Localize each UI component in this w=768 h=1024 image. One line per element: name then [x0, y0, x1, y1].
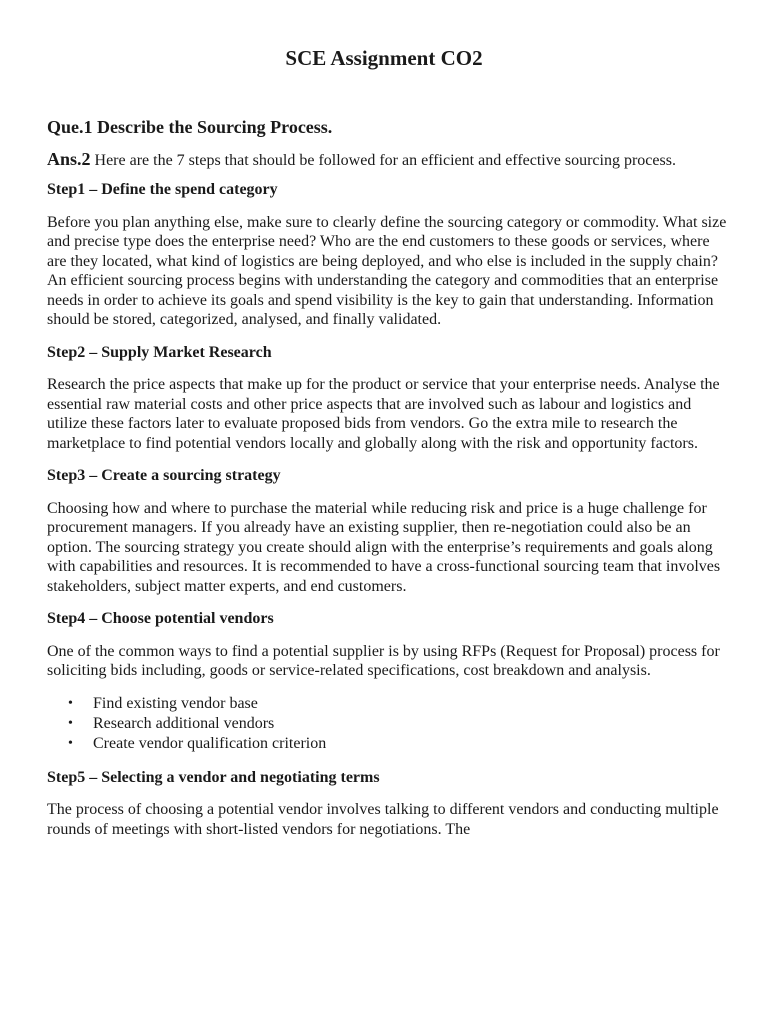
answer-intro	[47, 150, 727, 171]
step3-heading: Step3 – Create a sourcing strategy	[47, 467, 281, 484]
bullet-icon: •	[68, 695, 73, 711]
step2-heading: Step2 – Supply Market Research	[47, 343, 272, 361]
document-title: SCE Assignment CO2	[285, 46, 483, 70]
list-item	[47, 694, 727, 714]
list-item	[47, 734, 727, 754]
step1-heading: Step1 – Define the spend category	[47, 181, 278, 198]
step1-paragraph: Before you plan anything else, make sure to clearly define the sourcing category or commodity. What size and precise type does the enterprise need? Who are the end customers to these goods or services, where are they located, what kind of logistics are being deployed, and who else is included in the supply chain? An efficient sourcing process begins with understanding the category and commodities that an enterprise needs in order to achieve its goals and spend visibility is the key to gain that understanding. Information should be stored, categorized, analysed, and finally validated.	[47, 213, 727, 328]
list-item-text: Create vendor qualification criterion	[93, 734, 327, 752]
vendor-bullet-list	[47, 694, 727, 754]
answer-text: Here are the 7 steps that should be followed for an efficient and effective sourcing process.	[90, 151, 676, 169]
step4-heading: Step4 – Choose potential vendors	[47, 610, 274, 627]
list-item-text: Research additional vendors	[93, 714, 275, 732]
step3-paragraph: Choosing how and where to purchase the material while reducing risk and price is a huge challenge for procurement managers. If you already have an existing supplier, then re-negotiation could also be an option. The sourcing strategy you create should align with the enterprise’s requirements and goals along with capabilities and resources. It is recommended to have a cross-functional sourcing team that involves stakeholders, subject matter experts, and end customers.	[47, 499, 721, 595]
bullet-icon: •	[68, 735, 73, 751]
answer-label: Ans.2	[47, 148, 91, 169]
document-body	[47, 118, 727, 852]
bullet-icon: •	[68, 715, 73, 731]
question-heading: Que.1 Describe the Sourcing Process.	[47, 117, 333, 137]
step2-paragraph: Research the price aspects that make up for the product or service that your enterprise needs. Analyse the essential raw material costs and other price aspects that are involved such as labour and logistics and utilize these factors later to evaluate proposed bids from vendors. Go the extra mile to research the marketplace to find potential vendors locally and globally along with the risk and opportunity factors.	[47, 376, 720, 452]
list-item	[47, 714, 727, 734]
step4-paragraph: One of the common ways to find a potential supplier is by using RFPs (Request for Proposal) process for soliciting bids including, goods or service-related specifications, cost breakdown and analysis.	[47, 642, 720, 679]
step5-heading: Step5 – Selecting a vendor and negotiating terms	[47, 768, 380, 786]
list-item-text: Find existing vendor base	[93, 694, 258, 712]
step5-paragraph: The process of choosing a potential vendor involves talking to different vendors and conducting multiple rounds of meetings with short-listed vendors for negotiations. The	[47, 801, 719, 838]
